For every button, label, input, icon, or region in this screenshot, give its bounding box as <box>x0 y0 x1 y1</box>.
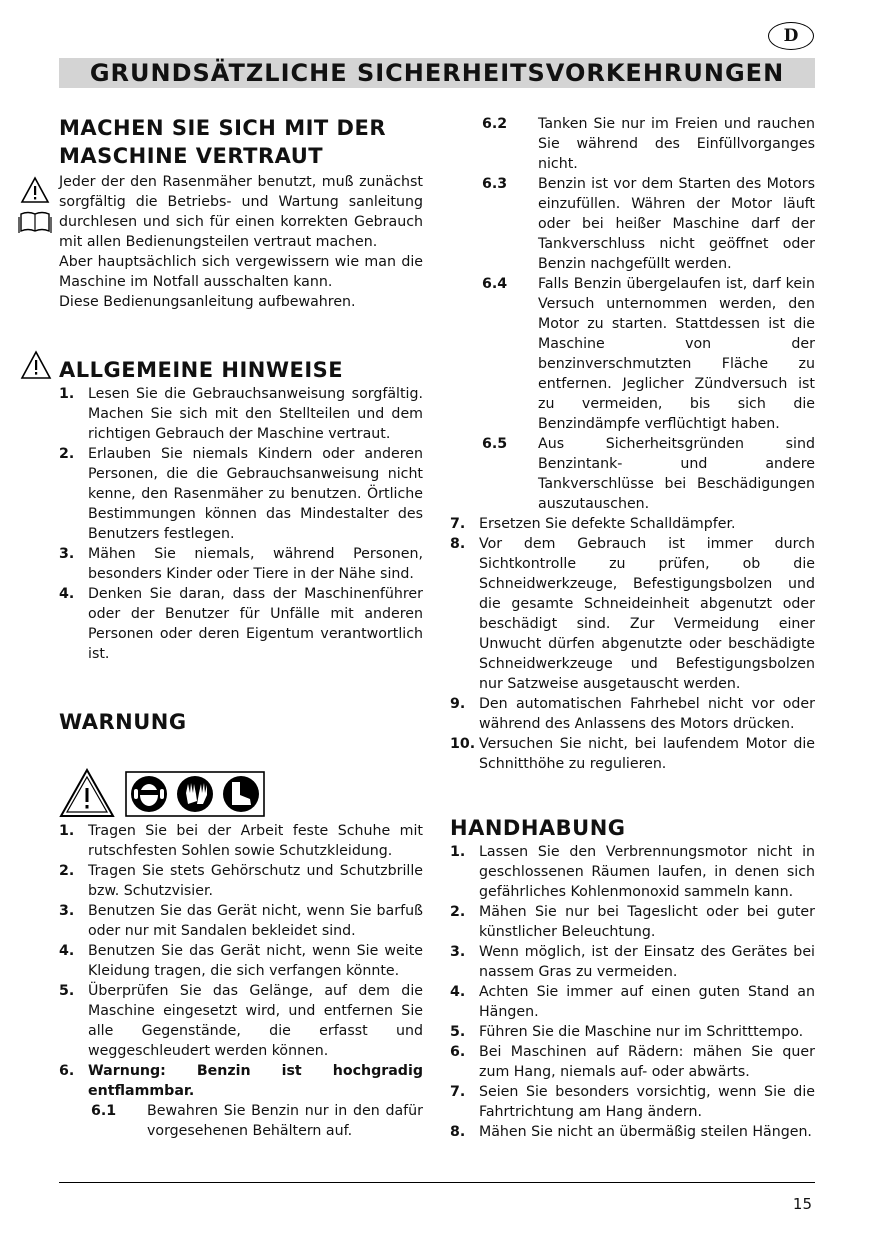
list-text: Tragen Sie bei der Arbeit feste Schuhe mit rutschfesten Sohlen sowie Schutzkleidung. <box>88 823 423 859</box>
list-item <box>450 982 815 1022</box>
list-number: 1. <box>59 823 75 839</box>
list-number: 9. <box>450 696 466 712</box>
list-text: Den automatischen Fahrhebel nicht vor oder während des Anlassens des Motors drücken. <box>479 696 815 732</box>
list-text: Ersetzen Sie defekte Schalldämpfer. <box>479 516 736 532</box>
list-text: Überprüfen Sie das Gelänge, auf dem die Maschine eingesetzt wird, und entfernen Sie alle Gegenstände, die erfasst und weggeschleudert werden können. <box>88 983 423 1059</box>
list-number: 4. <box>450 984 466 1000</box>
list-number: 8. <box>450 1124 466 1140</box>
list-item <box>59 901 423 941</box>
sub-list-number: 6.2 <box>482 116 508 132</box>
list-text: Erlauben Sie niemals Kindern oder anderen Personen, die die Gebrauchsanweisung nicht kenne, den Rasenmäher zu benutzen. Örtliche Bestimmungen können das Mindestalter des Benutzers festlegen. <box>88 446 423 542</box>
left-column <box>59 114 423 1141</box>
list-item <box>450 1042 815 1082</box>
list-item <box>59 861 423 901</box>
list-text-bold: Warnung: Benzin ist hochgradig entflammbar. <box>88 1063 423 1099</box>
list-item <box>450 734 815 774</box>
ear-eye-protection-icon <box>131 776 167 812</box>
manual-book-icon <box>18 210 52 234</box>
sub-list-number: 6.1 <box>91 1103 117 1119</box>
list-number: 2. <box>59 863 75 879</box>
list-text: Seien Sie besonders vorsichtig, wenn Sie die Fahrtrichtung am Hang ändern. <box>479 1084 815 1120</box>
handling-list <box>450 842 815 1142</box>
paragraph-emergency: Aber hauptsächlich sich vergewissern wie man die Maschine im Notfall ausschalten kann. <box>59 254 423 290</box>
sub-list-item <box>482 274 815 434</box>
gloves-icon <box>177 776 213 812</box>
list-item <box>450 694 815 734</box>
list-text: Benutzen Sie das Gerät nicht, wenn Sie barfuß oder nur mit Sandalen bekleidet sind. <box>88 903 423 939</box>
list-text: Mähen Sie nicht an übermäßig steilen Hängen. <box>479 1124 812 1140</box>
list-number: 7. <box>450 516 466 532</box>
list-text: Denken Sie daran, dass der Maschinenführer oder der Benutzer für Unfälle mit anderen Personen oder deren Eigentum verantwortlich ist. <box>88 586 423 662</box>
list-text: Achten Sie immer auf einen guten Stand an Hängen. <box>479 984 815 1020</box>
list-item <box>59 941 423 981</box>
section-heading-allgemeine: ALLGEMEINE HINWEISE <box>59 358 344 382</box>
list-number: 1. <box>59 386 75 402</box>
list-item <box>450 1122 815 1142</box>
warning-triangle-icon <box>20 175 50 205</box>
list-number: 5. <box>450 1024 466 1040</box>
list-text: Führen Sie die Maschine nur im Schritttempo. <box>479 1024 804 1040</box>
list-item <box>59 981 423 1061</box>
sub-list-item <box>59 1101 423 1141</box>
list-number: 3. <box>450 944 466 960</box>
petrol-sub-list <box>450 114 815 514</box>
protective-equipment-pictograms <box>125 771 265 817</box>
sub-list-number: 6.5 <box>482 436 508 452</box>
list-number: 7. <box>450 1084 466 1100</box>
section-heading-vertraut: MACHEN SIE SICH MIT DER MASCHINE VERTRAUT <box>59 116 386 168</box>
page-title: GRUNDSÄTZLICHE SICHERHEITSVORKEHRUNGEN <box>59 58 815 88</box>
general-notes-list <box>59 384 423 664</box>
sub-list-text: Falls Benzin übergelaufen ist, darf kein Versuch unternommen werden, den Motor zu starten. Stattdessen ist die Maschine von der benzinverschmutzten Fläche zu entfernen. Jeglicher Zündversuch ist zu vermeiden, bis sich die Benzindämpfe verflüchtigt haben. <box>538 276 815 432</box>
sub-list-text: Bewahren Sie Benzin nur in den dafür vorgesehenen Behältern auf. <box>147 1103 423 1139</box>
list-item <box>450 534 815 694</box>
sub-list-number: 6.4 <box>482 276 508 292</box>
list-text: Benutzen Sie das Gerät nicht, wenn Sie weite Kleidung tragen, die sich verfangen könnte. <box>88 943 423 979</box>
section-heading-handhabung: HANDHABUNG <box>450 816 626 840</box>
list-number: 1. <box>450 844 466 860</box>
language-badge: D <box>768 22 814 50</box>
list-number: 3. <box>59 546 75 562</box>
paragraph-keep-manual: Diese Bedienungsanleitung aufbewahren. <box>59 294 356 310</box>
sub-list-number: 6.3 <box>482 176 508 192</box>
sub-list-text: Tanken Sie nur im Freien und rauchen Sie während des Einfüllvorganges nicht. <box>538 116 815 172</box>
list-number: 5. <box>59 983 75 999</box>
list-item <box>450 514 815 534</box>
sub-list-item <box>482 434 815 514</box>
page-number: 15 <box>792 1195 812 1213</box>
list-text: Lassen Sie den Verbrennungsmotor nicht in geschlossenen Räumen laufen, in denen sich gefährliches Kohlenmonoxid sammeln kann. <box>479 844 815 900</box>
list-text: Versuchen Sie nicht, bei laufendem Motor die Schnitthöhe zu regulieren. <box>479 736 815 772</box>
list-item <box>450 1082 815 1122</box>
sub-list-text: Aus Sicherheitsgründen sind Benzintank- und andere Tankverschlüsse bei Beschädigungen auszutauschen. <box>538 436 815 512</box>
list-item <box>450 942 815 982</box>
list-number: 2. <box>59 446 75 462</box>
right-column <box>450 114 815 1142</box>
list-text: Wenn möglich, ist der Einsatz des Gerätes bei nassem Gras zu vermeiden. <box>479 944 815 980</box>
list-item <box>59 384 423 444</box>
list-number: 6. <box>59 1063 75 1079</box>
list-text: Lesen Sie die Gebrauchsanweisung sorgfältig. Machen Sie sich mit den Stellteilen und dem richtigen Gebrauch der Maschine vertraut. <box>88 386 423 442</box>
warning-list-continued <box>450 514 815 774</box>
list-item <box>59 444 423 544</box>
list-item <box>450 902 815 942</box>
list-item <box>59 544 423 584</box>
list-item <box>450 1022 815 1042</box>
section-heading-warnung: WARNUNG <box>59 710 187 734</box>
warning-triangle-large-icon <box>59 768 115 818</box>
sub-list-item <box>482 114 815 174</box>
list-text: Bei Maschinen auf Rädern: mähen Sie quer zum Hang, niemals auf- oder abwärts. <box>479 1044 815 1080</box>
list-number: 4. <box>59 943 75 959</box>
list-item <box>59 1061 423 1101</box>
list-number: 4. <box>59 586 75 602</box>
list-text: Vor dem Gebrauch ist immer durch Sichtkontrolle zu prüfen, ob die Schneidwerkzeuge, Befestigungsbolzen und die gesamte Schneideinheit abgenutzt oder beschädigt sind. Zur Vermeidung einer Unwucht dürfen abgenutzte oder beschädigte Schneidwerkzeuge und Befestigungsbolzen nur Satzweise ausgetauscht werden. <box>479 536 815 692</box>
warning-list <box>59 821 423 1141</box>
list-number: 10. <box>450 736 476 752</box>
sub-list-item <box>482 174 815 274</box>
list-number: 8. <box>450 536 466 552</box>
paragraph-intro: Jeder der den Rasenmäher benutzt, muß zunächst sorgfältig die Betriebs- und Wartung sanleitung durchlesen und sich für einen korrekten Gebrauch mit allen Bedienungsteilen vertraut machen. <box>59 174 423 250</box>
safety-boots-icon <box>223 776 259 812</box>
list-number: 3. <box>59 903 75 919</box>
list-item <box>59 584 423 664</box>
footer-rule <box>59 1182 815 1183</box>
list-number: 6. <box>450 1044 466 1060</box>
list-text: Mähen Sie niemals, während Personen, besonders Kinder oder Tiere in der Nähe sind. <box>88 546 423 582</box>
list-text: Tragen Sie stets Gehörschutz und Schutzbrille bzw. Schutzvisier. <box>88 863 423 899</box>
warning-triangle-icon <box>20 350 52 380</box>
sub-list-text: Benzin ist vor dem Starten des Motors einzufüllen. Währen der Motor läuft oder bei heißer Maschine darf der Tankverschluss nicht geöffnet oder Benzin nachgefüllt werden. <box>538 176 815 272</box>
list-text: Mähen Sie nur bei Tageslicht oder bei guter künstlicher Beleuchtung. <box>479 904 815 940</box>
list-number: 2. <box>450 904 466 920</box>
list-item <box>59 821 423 861</box>
list-item <box>450 842 815 902</box>
